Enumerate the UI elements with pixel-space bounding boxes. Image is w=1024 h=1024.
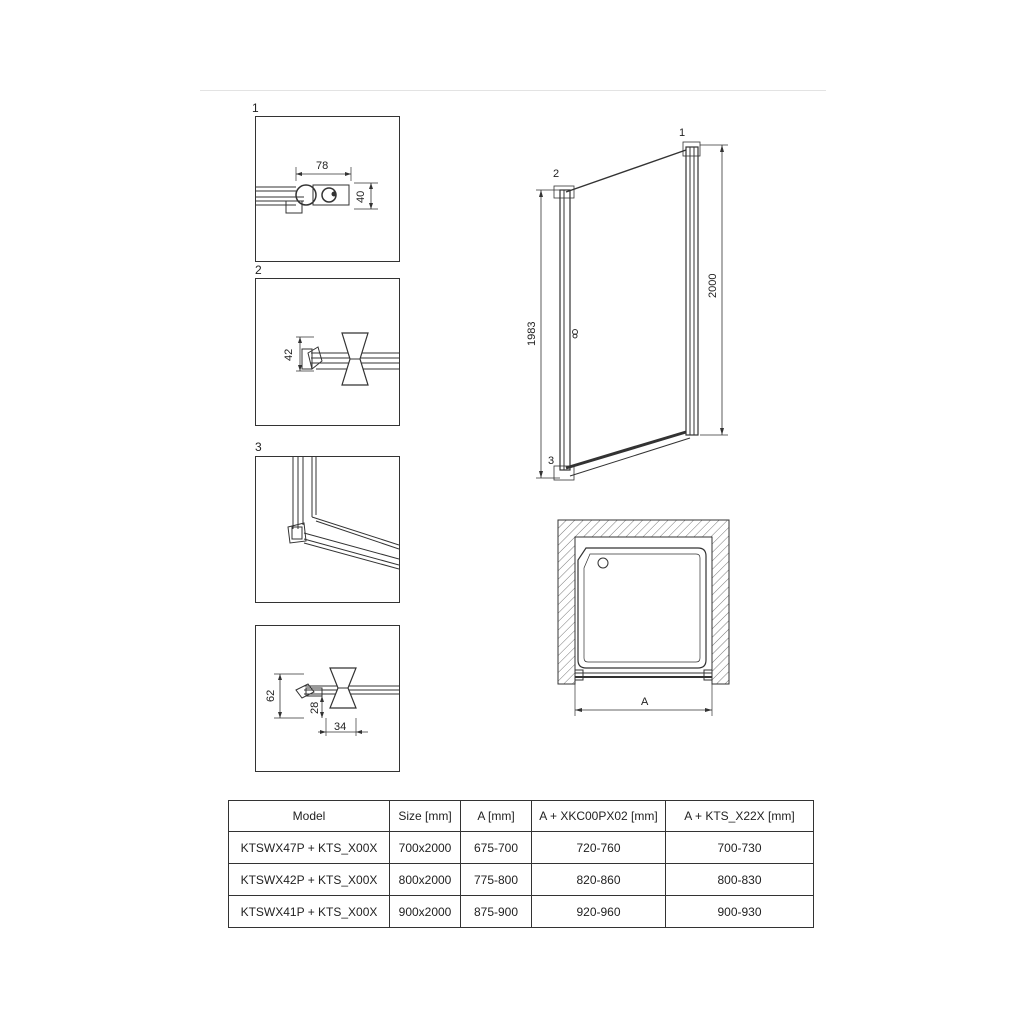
callout-3: 3 [548, 455, 555, 467]
cell-a-kts: 700-730 [666, 832, 814, 864]
col-header-size: Size [mm] [390, 801, 461, 832]
col-header-a-kts: A + KTS_X22X [mm] [666, 801, 814, 832]
detail-3-number: 3 [255, 440, 262, 454]
plan-walls [558, 520, 729, 684]
drain-icon [598, 558, 608, 568]
cell-model: KTSWX42P + KTS_X00X [229, 864, 390, 896]
detail-1-dim-height: 40 [355, 190, 367, 203]
cell-a-kts: 800-830 [666, 864, 814, 896]
detail-3-drawing [256, 457, 399, 602]
detail-1-drawing [256, 117, 399, 261]
detail-2-drawing [256, 279, 399, 425]
model-table [228, 800, 814, 928]
col-header-a: A [mm] [461, 801, 532, 832]
cell-a: 875-900 [461, 896, 532, 928]
cell-a: 775-800 [461, 864, 532, 896]
cell-a-kts: 900-930 [666, 896, 814, 928]
shower-tray [578, 548, 706, 668]
callout-box-1 [683, 142, 700, 156]
door-hinge-profile [560, 190, 570, 470]
detail-4-drawing [256, 626, 399, 771]
detail-4-dim-28: 28 [309, 701, 321, 714]
detail-4-dim-34: 34 [334, 721, 347, 733]
height-dimension-left: 1983 [526, 321, 538, 346]
cell-size: 800x2000 [390, 864, 461, 896]
cell-a-xkc: 920-960 [532, 896, 666, 928]
callout-box-2 [554, 186, 574, 198]
cell-a-xkc: 720-760 [532, 832, 666, 864]
door-bottom-edge [566, 432, 686, 468]
cell-a: 675-700 [461, 832, 532, 864]
cell-size: 700x2000 [390, 832, 461, 864]
fixed-panel [686, 147, 698, 435]
callout-box-3 [554, 466, 574, 480]
col-header-a-xkc: A + XKC00PX02 [mm] [532, 801, 666, 832]
detail-1-number: 1 [252, 101, 259, 115]
detail-1-dim-width: 78 [316, 160, 329, 172]
door-top-edge [566, 150, 686, 192]
table-row [229, 864, 814, 896]
detail-4-panel [255, 625, 400, 772]
col-header-model: Model [229, 801, 390, 832]
detail-2-number: 2 [255, 263, 262, 277]
top-divider [200, 90, 826, 91]
table-header-row [229, 801, 814, 832]
height-dimension-right: 2000 [707, 273, 719, 298]
detail-1-panel [255, 116, 400, 262]
width-dimension-a: A [641, 696, 649, 708]
callout-2: 2 [553, 168, 560, 180]
handle-icon [573, 330, 578, 335]
detail-2-dim-height: 42 [283, 348, 295, 361]
callout-1: 1 [679, 127, 686, 139]
table-row [229, 896, 814, 928]
cell-a-xkc: 820-860 [532, 864, 666, 896]
detail-2-panel [255, 278, 400, 426]
table-row [229, 832, 814, 864]
detail-4-dim-62: 62 [265, 689, 277, 702]
detail-3-panel [255, 456, 400, 603]
cell-model: KTSWX47P + KTS_X00X [229, 832, 390, 864]
cell-model: KTSWX41P + KTS_X00X [229, 896, 390, 928]
cell-size: 900x2000 [390, 896, 461, 928]
